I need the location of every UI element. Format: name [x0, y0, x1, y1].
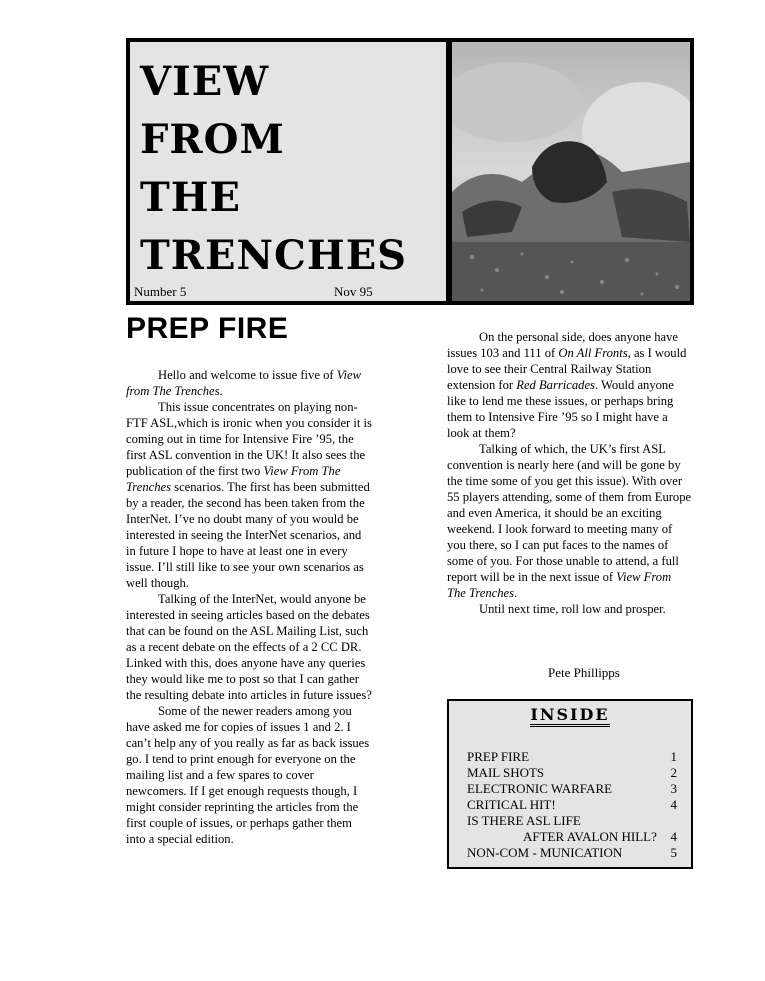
headline: PREP FIRE [126, 312, 289, 345]
table-of-contents [467, 749, 679, 861]
masthead-title-box [130, 42, 446, 301]
toc-item: IS THERE ASL LIFE [467, 813, 581, 828]
inside-box [447, 699, 693, 869]
title-line-1: VIEW [140, 58, 270, 105]
toc-item: CRITICAL HIT! 4 [467, 797, 677, 812]
paragraph: Talking of the InterNet, would anyone be interested in seeing articles based on the debates that can be found on the ASL Mailing List, such as a recent debate on the effects of a 2 CC DR. Linked with this, does anyone have any queries they would like me to post so that I can gather the resulting debate into articles in future issues? [126, 592, 372, 702]
paragraph: Some of the newer readers among you have asked me for copies of issues 1 and 2. I can’t help any of you really as far as back issues go. I tend to print enough for everyone on the mailing list and a few spares to cover newcomers. If I get enough requests though, I might consider reprinting the articles from the first couple of issues, or perhaps gather them into a special edition. [126, 704, 370, 846]
right-column [447, 329, 693, 617]
toc-item: MAIL SHOTS 2 [467, 765, 677, 780]
toc-item: PREP FIRE 1 [467, 749, 677, 764]
issue-number: Number 5 [134, 284, 187, 299]
left-column [126, 367, 374, 847]
masthead [126, 38, 694, 305]
signature: Pete Phillipps [548, 665, 620, 680]
paragraph: Until next time, roll low and prosper. [479, 602, 666, 616]
inside-title: INSIDE [449, 705, 691, 724]
issue-date: Nov 95 [334, 284, 373, 299]
toc-item: ELECTRONIC WARFARE 3 [467, 781, 677, 796]
paragraph: This issue concentrates on playing non-FTF ASL,which is ironic when you consider it is coming out in time for Intensive Fire ’95, the first ASL convention in the UK! It also sees the publication of the first two View From The Trenches scenarios. The first has been submitted by a reader, the second has been taken from the InterNet. I’ve no doubt many of you would be interested in seeing the InterNet scenarios, and in future I hope to have at least one in every issue. I’ll still like to see your own scenarios as well though. [126, 400, 372, 590]
title-line-4: TRENCHES [140, 232, 408, 279]
paragraph: On the personal side, does anyone have issues 103 and 111 of On All Fronts, as I would love to see their Central Railway Station extension for Red Barricades. Would anyone like to lend me these issues, or perhaps bring them to Intensive Fire ’95 so I might have a look at them? [447, 330, 687, 440]
paragraph: Hello and welcome to issue five of View from The Trenches. [126, 368, 361, 398]
masthead-photo [452, 42, 690, 301]
paragraph: Talking of which, the UK’s first ASL convention is nearly here (and will be gone by the time some of you get this issue). With over 55 players attending, some of them from Europe and even America, it should be an exciting weekend. I look forward to meeting many of you there, so I can put faces to the names of some of you. For those unable to attend, a full report will be in the next issue of View From The Trenches. [447, 442, 692, 600]
toc-item: AFTER AVALON HILL? 4 [523, 829, 677, 844]
title-line-2: FROM [140, 116, 285, 163]
toc-item: NON-COM - MUNICATION 5 [467, 845, 677, 860]
title-line-3: THE [140, 174, 242, 221]
